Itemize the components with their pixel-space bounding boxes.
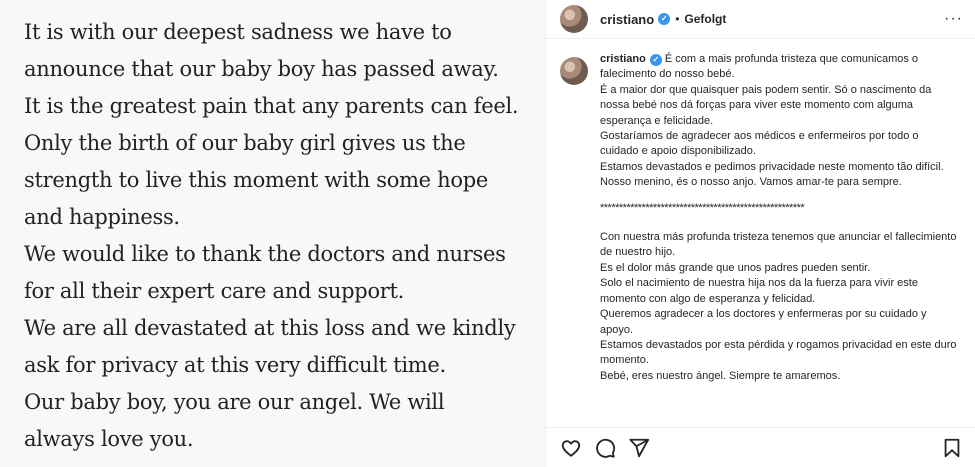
caption-divider: ****************************************************** (600, 201, 805, 214)
statement-line: ask for privacy at this very difficult time. (24, 353, 446, 377)
caption-line: Gostaríamos de agradecer aos médicos e enfermeiros por todo o cuidado e apoio disponibilizado. (600, 130, 919, 158)
statement-line: strength to live this moment with some hope (24, 168, 489, 192)
statement-text (24, 14, 545, 458)
caption-line: Solo el nacimiento de nuestra hija nos da la fuerza para vivir este momento con algo de esperanza y felicidad. (600, 277, 918, 305)
more-options-icon[interactable]: ··· (944, 10, 963, 27)
avatar[interactable] (560, 5, 588, 33)
caption-line: Nosso menino, és o nosso anjo. Vamos amar-te para sempre. (600, 176, 902, 189)
caption-line: Estamos devastados por esta pérdida y rogamos privacidad en este duro momento. (600, 338, 957, 367)
caption-line: Estamos devastados e pedimos privacidade neste momento tão difícil. (600, 160, 944, 173)
statement-line: We would like to thank the doctors and nurses (24, 242, 506, 266)
statement-line: and happiness. (24, 205, 180, 229)
username-link[interactable]: cristiano (600, 11, 655, 27)
heart-icon[interactable] (560, 437, 582, 459)
follow-status-button[interactable]: Gefolgt (684, 12, 727, 26)
share-icon[interactable] (628, 437, 650, 459)
caption-block (560, 52, 969, 384)
caption-line: Con nuestra más profunda tristeza tenemos que anunciar el fallecimiento de nuestro hijo. (600, 231, 957, 259)
statement-line: It is the greatest pain that any parents can feel. (24, 94, 519, 118)
bookmark-icon[interactable] (941, 437, 963, 459)
caption-line: Es el dolor más grande que unos padres pueden sentir. (600, 261, 871, 274)
statement-line: always love you. (24, 427, 194, 451)
post-side-panel (545, 0, 975, 467)
caption-text (600, 52, 960, 384)
caption-username-link[interactable]: cristiano (600, 53, 646, 65)
comment-icon[interactable] (594, 437, 616, 459)
caption-pt-first: É com a mais profunda tristeza que comunicamos o falecimento do nosso bebé. (600, 53, 919, 81)
verified-badge-icon: ✓ (658, 13, 670, 25)
separator-dot: • (675, 12, 680, 26)
statement-line: We are all devastated at this loss and we kindly (24, 316, 516, 340)
statement-line: It is with our deepest sadness we have to (24, 20, 452, 44)
statement-line: for all their expert care and support. (24, 279, 405, 303)
caption-line: É a maior dor que quaisquer pais podem sentir. Só o nascimento da nossa bebé nos dá forças para viver este momento com alguma esperança e felicidade. (600, 83, 932, 127)
caption-line: Queremos agradecer a los doctores y enfermeras por su cuidado y apoyo. (600, 308, 927, 336)
caption-line: Bebé, eres nuestro ángel. Siempre te amaremos. (600, 369, 841, 382)
action-bar (546, 427, 975, 467)
statement-line: Our baby boy, you are our angel. We will (24, 390, 445, 414)
post-header (546, 0, 975, 39)
avatar[interactable] (560, 57, 588, 85)
caption-first-line (600, 52, 960, 83)
verified-badge-icon: ✓ (650, 54, 662, 66)
statement-line: Only the birth of our baby girl gives us the (24, 131, 466, 155)
statement-line: announce that our baby boy has passed away. (24, 57, 499, 81)
